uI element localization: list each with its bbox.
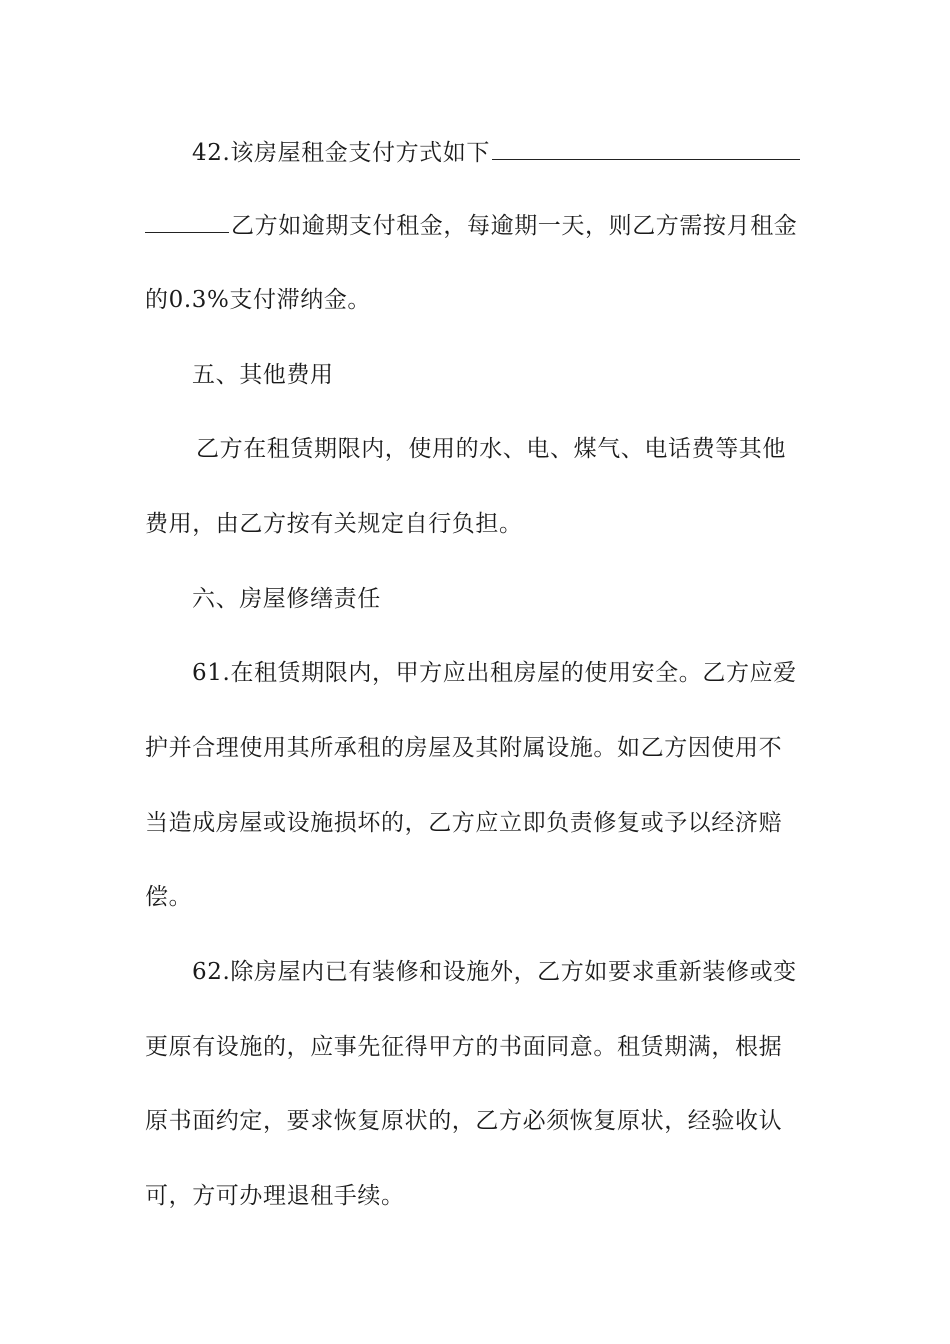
late-payment-line xyxy=(145,210,810,240)
section-heading-repair: 六、房屋修缮责任 xyxy=(192,586,381,612)
payment-method-blank xyxy=(492,137,800,160)
paragraph-line: 偿。 xyxy=(145,884,193,910)
paragraph-line: 的0.3%支付滞纳金。 xyxy=(145,287,372,313)
section-heading-other-fees: 五、其他费用 xyxy=(192,362,334,388)
payment-method-text: 42.该房屋租金支付方式如下 xyxy=(192,140,490,166)
paragraph-line: 可，方可办理退租手续。 xyxy=(145,1183,405,1209)
paragraph-line: 62.除房屋内已有装修和设施外，乙方如要求重新装修或变 xyxy=(192,959,797,985)
paragraph-line: 更原有设施的，应事先征得甲方的书面同意。租赁期满，根据 xyxy=(145,1034,783,1060)
paragraph-line: 61.在租赁期限内，甲方应出租房屋的使用安全。乙方应爱 xyxy=(192,660,797,686)
paragraph-line: 原书面约定，要求恢复原状的，乙方必须恢复原状，经验收认 xyxy=(145,1108,783,1134)
paragraph-line: 当造成房屋或设施损坏的，乙方应立即负责修复或予以经济赔 xyxy=(145,810,783,836)
late-payment-blank xyxy=(145,210,229,233)
paragraph-line: 费用，由乙方按有关规定自行负担。 xyxy=(145,511,523,537)
late-payment-text: 乙方如逾期支付租金，每逾期一天，则乙方需按月租金 xyxy=(231,213,798,239)
paragraph-line: 护并合理使用其所承租的房屋及其附属设施。如乙方因使用不 xyxy=(145,735,783,761)
payment-method-line xyxy=(192,137,810,167)
paragraph-line: 乙方在租赁期限内，使用的水、电、煤气、电话费等其他 xyxy=(196,436,786,462)
